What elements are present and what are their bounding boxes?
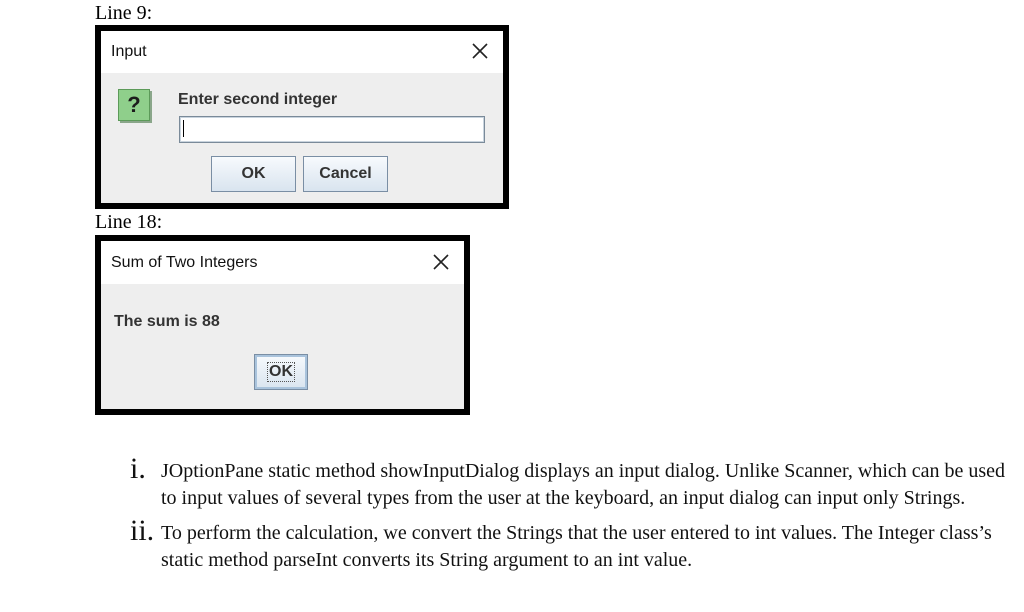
note-text: JOptionPane static method showInputDialog displays an input dialog. Unlike Scanner, which can be used to input values of several types from the user at the keyboard, an input dialog can input only Strings. — [161, 460, 1006, 509]
message-dialog-title: Sum of Two Integers — [111, 254, 258, 271]
close-icon[interactable] — [432, 253, 450, 271]
question-icon: ? — [118, 89, 150, 121]
note-item — [130, 452, 1010, 512]
sum-message: The sum is 88 — [114, 313, 220, 330]
integer-input-field[interactable] — [179, 116, 485, 143]
ok-button-label: OK — [269, 363, 293, 380]
caption-line-9: Line 9: — [95, 2, 153, 24]
input-dialog-titlebar — [101, 31, 503, 73]
ok-button-label: OK — [241, 165, 266, 182]
cancel-button[interactable] — [303, 156, 388, 192]
note-number: ii. — [130, 514, 155, 547]
input-prompt: Enter second integer — [178, 91, 338, 108]
cancel-button-label: Cancel — [319, 165, 372, 182]
ok-button[interactable] — [254, 354, 308, 390]
input-dialog-title: Input — [111, 43, 147, 60]
note-number: i. — [130, 452, 146, 485]
notes-list — [130, 452, 1010, 582]
input-dialog — [95, 25, 509, 209]
note-item — [130, 514, 1010, 574]
message-dialog — [95, 235, 470, 415]
note-text: To perform the calculation, we convert the Strings that the user entered to int values. The Integer class’s static method parseInt converts its String argument to an int value. — [161, 522, 992, 571]
close-icon[interactable] — [471, 42, 489, 60]
message-dialog-titlebar — [101, 241, 464, 284]
text-caret — [183, 120, 184, 137]
caption-line-18: Line 18: — [95, 211, 163, 233]
ok-button[interactable] — [211, 156, 296, 192]
